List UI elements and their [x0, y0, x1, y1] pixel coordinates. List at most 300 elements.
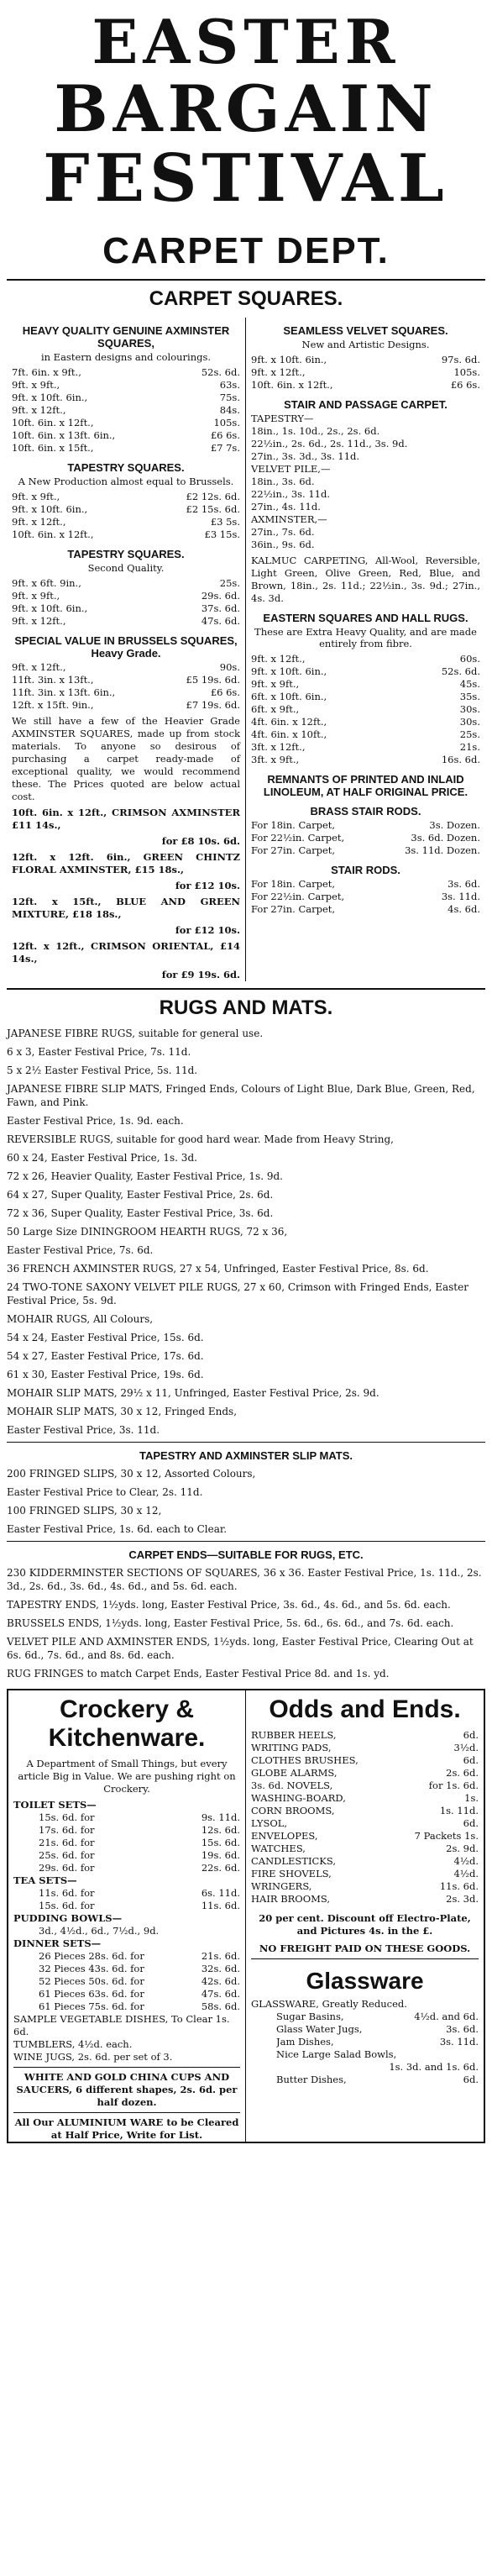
tapestry-list	[12, 491, 240, 541]
tapestry-sub: A New Production almost equal to Brussels.	[18, 476, 234, 487]
item-price: 16s. 6d.	[441, 754, 480, 765]
sample-dishes: SAMPLE VEGETABLE DISHES, To Clear 1s. 6d.	[13, 2013, 230, 2037]
price-row	[251, 665, 480, 678]
price-row	[251, 653, 480, 665]
tumblers: TUMBLERS, 4½d. each.	[13, 2038, 133, 2050]
item-label: 15s. 6d. for	[39, 1900, 95, 1911]
item-label: 4ft. 6in. x 12ft.,	[251, 716, 327, 728]
item-price: 3s. 11d.	[441, 891, 480, 902]
item-price: 32s. 6d.	[201, 1963, 240, 1974]
freight-note: NO FREIGHT PAID ON THESE GOODS.	[259, 1943, 471, 1954]
pudding-prices: 3d., 4½d., 6d., 7½d., 9d.	[39, 1925, 160, 1937]
crockery-heading: Crockery & Kitchenware.	[48, 1695, 206, 1752]
toilet-heading: TOILET SETS—	[13, 1799, 97, 1811]
item-price: 7 Packets 1s.	[414, 1830, 479, 1842]
text-line: TAPESTRY—	[251, 413, 314, 424]
item-label: Sugar Basins,	[276, 2011, 344, 2022]
price-row	[12, 442, 240, 455]
price-row	[251, 1754, 479, 1767]
text-line: 5 x 2½ Easter Festival Price, 5s. 11d.	[7, 1065, 198, 1076]
text-line: 24 TWO-TONE SAXONY VELVET PILE RUGS, 27 x 60, Crimson with Fringed Ends, Easter Festival Price, 5s. 9d.	[7, 1281, 468, 1306]
item-label: HAIR BROOMS,	[251, 1893, 331, 1905]
item-label: 10ft. 6in. x 12ft.,	[12, 417, 94, 428]
price-row	[12, 417, 240, 429]
item-price: 4½d. and 6d.	[414, 2011, 479, 2022]
item-label: 7ft. 6in. x 9ft.,	[12, 366, 81, 378]
price-row	[39, 1988, 240, 2000]
item-label: Jam Dishes,	[276, 2036, 334, 2048]
item-label: 10ft. 6in. x 12ft.,	[251, 379, 333, 391]
price-row	[251, 678, 480, 691]
price-row	[39, 1950, 240, 1963]
tapestry2-list	[12, 577, 240, 628]
brass-list	[251, 819, 480, 857]
item-price: 90s.	[219, 661, 240, 673]
item-price: 52s. 6d.	[441, 665, 480, 677]
item-price: 3s. 6d.	[448, 878, 480, 890]
item-label: 9ft. x 10ft. 6in.,	[251, 665, 327, 677]
item-price: 6d.	[463, 2074, 479, 2085]
item-price: £2 12s. 6d.	[186, 491, 240, 502]
item-label: 9ft. x 9ft.,	[12, 379, 60, 391]
tapestry2-sub: Second Quality.	[87, 562, 165, 574]
toilet-list	[13, 1811, 240, 1874]
price-row	[12, 674, 240, 686]
item-label: ENVELOPES,	[251, 1830, 318, 1842]
tea-list	[13, 1887, 240, 1912]
item-price: 11s. 6d.	[201, 1900, 240, 1911]
seamless-sub: New and Artistic Designs.	[301, 339, 430, 350]
price-row	[251, 903, 480, 916]
item-price: £6 6s.	[450, 379, 480, 391]
item-label: 9ft. x 10ft. 6in.,	[12, 503, 88, 515]
text-line: MOHAIR SLIP MATS, 30 x 12, Fringed Ends,	[7, 1406, 238, 1417]
kalmuc-note: KALMUC CARPETING, All-Wool, Reversible, Light Green, Olive Green, Red, Blue, and Brown, 18in., 2s. 11d.; 22½in., 3s. 9d.; 27in., 4s. 3d.	[251, 555, 480, 604]
item-price: 1s.	[464, 1792, 479, 1804]
item-label: 61 Pieces 63s. 6d. for	[39, 1988, 144, 2000]
item-price: 25s.	[459, 728, 480, 740]
item-price: 1s. 11d.	[439, 1805, 479, 1816]
item-label: 11ft. 3in. x 13ft. 6in.,	[12, 686, 116, 698]
item-price: 15s. 6d.	[201, 1837, 240, 1848]
item-label: WATCHES,	[251, 1843, 306, 1854]
item-label: 9ft. x 10ft. 6in.,	[12, 602, 88, 614]
text-line: BRUSSELS ENDS, 1½yds. long, Easter Festival Price, 5s. 6d., 6s. 6d., and 7s. 6d. each.	[7, 1617, 454, 1629]
item-label: 9ft. x 12ft.,	[12, 615, 66, 627]
text-line: 18in., 3s. 6d.	[251, 476, 315, 487]
special-desc: 12ft. x 12ft. 6in., GREEN CHINTZ FLORAL AXMINSTER, £15 18s.,	[12, 851, 240, 875]
item-price: 47s. 6d.	[201, 1988, 240, 2000]
item-price: 6d.	[463, 1729, 479, 1741]
special-desc: 12ft. x 12ft., CRIMSON ORIENTAL, £14 14s.,	[12, 940, 240, 965]
odds-heading: Odds and Ends.	[269, 1695, 461, 1723]
eastern-list	[251, 653, 480, 766]
item-price: £3 5s.	[210, 516, 240, 528]
odds-column	[246, 1690, 484, 2142]
item-price: 21s.	[459, 741, 480, 753]
price-row	[276, 2061, 479, 2074]
price-row	[12, 661, 240, 674]
item-price: 84s.	[219, 404, 240, 416]
item-price: £6 6s.	[210, 429, 240, 441]
special-price: for £9 19s. 6d.	[161, 969, 240, 980]
text-line: MOHAIR RUGS, All Colours,	[7, 1313, 154, 1325]
price-row	[276, 2023, 479, 2036]
text-line: 54 x 24, Easter Festival Price, 15s. 6d.	[7, 1332, 204, 1343]
divider	[13, 2067, 240, 2068]
text-line: TAPESTRY ENDS, 1½yds. long, Easter Festival Price, 3s. 6d., 4s. 6d., and 5s. 6d. each.	[7, 1599, 451, 1611]
item-label: 9ft. x 12ft.,	[12, 661, 66, 673]
item-price: 3s. 6d. Dozen.	[411, 832, 480, 844]
banner-easter: EASTER	[92, 6, 400, 77]
special-offers	[12, 807, 240, 981]
item-price: 45s.	[459, 678, 480, 690]
rugs-list	[7, 1027, 485, 1437]
price-row	[12, 392, 240, 404]
price-row	[251, 1817, 479, 1830]
item-price: 4½d.	[453, 1868, 479, 1879]
price-row	[251, 844, 480, 857]
item-label: 52 Pieces 50s. 6d. for	[39, 1975, 144, 1987]
item-price: £3 15s.	[204, 528, 240, 540]
item-price: £7 19s. 6d.	[186, 699, 240, 711]
item-label: 9ft. x 6ft. 9in.,	[12, 577, 81, 589]
slips-list	[7, 1467, 485, 1536]
item-price: 97s. 6d.	[441, 354, 480, 365]
price-row	[251, 1792, 479, 1805]
dinner-heading: DINNER SETS—	[13, 1937, 102, 1949]
price-row	[276, 2011, 479, 2023]
brussels-list	[12, 661, 240, 712]
item-label: 61 Pieces 75s. 6d. for	[39, 2000, 144, 2012]
price-row	[39, 1975, 240, 1988]
glass-heading: Glassware	[306, 1968, 424, 1994]
item-price: 19s. 6d.	[201, 1849, 240, 1861]
item-price: 9s. 11d.	[201, 1811, 240, 1823]
special-price: for £12 10s.	[175, 880, 240, 891]
ends-heading: CARPET ENDS—SUITABLE FOR RUGS, ETC.	[128, 1548, 364, 1561]
item-label: CLOTHES BRUSHES,	[251, 1754, 359, 1766]
tea-heading: TEA SETS—	[13, 1874, 77, 1886]
item-label: 9ft. x 10ft. 6in.,	[12, 392, 88, 403]
item-price: 42s. 6d.	[201, 1975, 240, 1987]
text-line: VELVET PILE AND AXMINSTER ENDS, 1½yds. long, Easter Festival Price, Clearing Out at 6s. 6d., 7s. 6d., and 8s. 6d. each.	[7, 1636, 474, 1661]
item-label: 6ft. x 9ft.,	[251, 703, 300, 715]
item-label: LYSOL,	[251, 1817, 288, 1829]
item-price: 6d.	[463, 1754, 479, 1766]
item-price: 11s. 6d.	[439, 1880, 479, 1892]
advertisement-page	[7, 6, 485, 2143]
glass-list	[251, 2011, 479, 2086]
text-line: 72 x 36, Super Quality, Easter Festival Price, 3s. 6d.	[7, 1207, 274, 1219]
item-price: £5 19s. 6d.	[186, 674, 240, 686]
item-price: 30s.	[459, 703, 480, 715]
pudding-heading: PUDDING BOWLS—	[13, 1912, 123, 1924]
stair-heading: STAIR AND PASSAGE CARPET.	[284, 398, 448, 411]
price-row	[276, 2048, 479, 2061]
price-row	[251, 691, 480, 703]
item-label: 29s. 6d. for	[39, 1862, 95, 1874]
item-label: 4ft. 6in. x 10ft.,	[251, 728, 327, 740]
price-row	[12, 366, 240, 379]
carpet-squares-heading: CARPET SQUARES.	[149, 287, 343, 310]
item-label: 15s. 6d. for	[39, 1811, 95, 1823]
text-line: 27in., 7s. 6d.	[251, 526, 315, 538]
divider	[13, 2112, 240, 2113]
carpet-right-column	[246, 318, 485, 981]
item-label: 10ft. 6in. x 12ft.,	[12, 528, 94, 540]
text-line: 27in., 4s. 11d.	[251, 501, 321, 513]
item-price: 4s. 6d.	[448, 903, 480, 915]
item-label: WASHING-BOARD,	[251, 1792, 346, 1804]
item-price: 2s. 3d.	[446, 1893, 479, 1905]
item-price: 105s.	[213, 417, 240, 428]
price-row	[12, 699, 240, 712]
ends-list	[7, 1566, 485, 1680]
text-line: 22½in., 3s. 11d.	[251, 488, 331, 500]
text-line: 61 x 30, Easter Festival Price, 19s. 6d.	[7, 1369, 204, 1380]
item-label: WRINGERS,	[251, 1880, 312, 1892]
item-price: 47s. 6d.	[201, 615, 240, 627]
price-row	[12, 590, 240, 602]
price-row	[251, 728, 480, 741]
text-line: 22½in., 2s. 6d., 2s. 11d., 3s. 9d.	[251, 438, 408, 449]
item-label: 9ft. x 12ft.,	[251, 366, 306, 378]
price-row	[39, 1811, 240, 1824]
axminster-heading: HEAVY QUALITY GENUINE AXMINSTER SQUARES,	[22, 324, 230, 350]
text-line: 200 FRINGED SLIPS, 30 x 12, Assorted Colours,	[7, 1468, 256, 1480]
item-label: For 18in. Carpet,	[251, 819, 336, 831]
item-price	[475, 2048, 479, 2061]
text-line: 50 Large Size DININGROOM HEARTH RUGS, 72 x 36,	[7, 1226, 288, 1238]
item-price: 2s. 9d.	[446, 1843, 479, 1854]
price-row	[12, 379, 240, 392]
tapestry-heading: TAPESTRY SQUARES.	[67, 461, 185, 474]
brussels-note: We still have a few of the Heavier Grade AXMINSTER SQUARES, made up from stock materials. To anyone so desirous of purchasing a carpet ready-made of exceptional quality, we would recommend these. The Prices quoted are below actual cost.	[12, 715, 240, 802]
item-price: £6 6s.	[210, 686, 240, 698]
item-label: For 27in. Carpet,	[251, 903, 336, 915]
item-label: 6ft. x 10ft. 6in.,	[251, 691, 327, 702]
item-label: For 22½in. Carpet,	[251, 891, 345, 902]
slips-heading: TAPESTRY AND AXMINSTER SLIP MATS.	[139, 1449, 353, 1462]
item-price: 35s.	[459, 691, 480, 702]
price-row	[251, 1855, 479, 1868]
item-label: RUBBER HEELS,	[251, 1729, 337, 1741]
odds-list	[251, 1729, 479, 1906]
price-row	[39, 1862, 240, 1874]
item-price: 63s.	[219, 379, 240, 391]
item-label: WRITING PADS,	[251, 1742, 332, 1753]
rugs-heading: RUGS AND MATS.	[159, 996, 333, 1019]
item-price: 25s.	[219, 577, 240, 589]
carpet-dept-heading: CARPET DEPT.	[102, 230, 390, 271]
seamless-list	[251, 354, 480, 392]
item-price: 3½d.	[453, 1742, 479, 1753]
text-line: Easter Festival Price, 3s. 11d.	[7, 1424, 160, 1436]
text-line: RUG FRINGES to match Carpet Ends, Easter Festival Price 8d. and 1s. yd.	[7, 1668, 390, 1680]
text-line: Easter Festival Price, 7s. 6d.	[7, 1244, 154, 1256]
price-row	[251, 1805, 479, 1817]
special-price: for £12 10s.	[175, 924, 240, 936]
item-label: 25s. 6d. for	[39, 1849, 95, 1861]
item-label: 9ft. x 9ft.,	[251, 678, 300, 690]
eastern-sub: These are Extra Heavy Quality, and are made entirely from fibre.	[254, 626, 477, 649]
item-label: For 18in. Carpet,	[251, 878, 336, 890]
axminster-sub: in Eastern designs and colourings.	[40, 351, 212, 363]
price-row	[251, 379, 480, 392]
item-label: 32 Pieces 43s. 6d. for	[39, 1963, 144, 1974]
brussels-heading: SPECIAL VALUE IN BRUSSELS SQUARES, Heavy Grade.	[14, 634, 238, 660]
price-row	[251, 741, 480, 754]
eastern-heading: EASTERN SQUARES AND HALL RUGS.	[263, 612, 468, 624]
carpet-left-column	[7, 318, 246, 981]
crockery-intro: A Department of Small Things, but every article Big in Value. We are pushing right on Crockery.	[18, 1758, 236, 1795]
item-label: Glass Water Jugs,	[276, 2023, 363, 2035]
crockery-column	[8, 1690, 246, 2142]
special-desc: 10ft. 6in. x 12ft., CRIMSON AXMINSTER £11 14s.,	[12, 807, 240, 831]
item-label: GLOBE ALARMS,	[251, 1767, 338, 1779]
item-label: 3ft. x 12ft.,	[251, 741, 306, 753]
banner-festival: FESTIVAL	[43, 140, 449, 217]
price-row	[276, 2074, 479, 2086]
price-row	[39, 1887, 240, 1900]
rods-list	[251, 878, 480, 916]
item-price: 29s. 6d.	[201, 590, 240, 602]
price-row	[12, 602, 240, 615]
price-row	[39, 1824, 240, 1837]
text-line: 64 x 27, Super Quality, Easter Festival Price, 2s. 6d.	[7, 1189, 274, 1201]
price-row	[39, 1849, 240, 1862]
text-line: Easter Festival Price, 1s. 9d. each.	[7, 1115, 184, 1127]
text-line: REVERSIBLE RUGS, suitable for good hard wear. Made from Heavy String,	[7, 1133, 394, 1145]
price-row	[12, 577, 240, 590]
item-price: 12s. 6d.	[201, 1824, 240, 1836]
item-label: 9ft. x 9ft.,	[12, 590, 60, 602]
item-label: For 27in. Carpet,	[251, 844, 336, 856]
special-price: for £8 10s. 6d.	[161, 835, 240, 847]
price-row	[251, 1880, 479, 1893]
price-row	[12, 429, 240, 442]
banner-bargain: BARGAIN	[54, 71, 438, 146]
price-row	[251, 832, 480, 844]
item-price: 37s. 6d.	[201, 602, 240, 614]
price-row	[251, 891, 480, 903]
price-row	[251, 819, 480, 832]
item-label: 10ft. 6in. x 15ft.,	[12, 442, 94, 454]
divider	[7, 1442, 485, 1443]
price-row	[12, 686, 240, 699]
item-price: 3s. 6d.	[446, 2023, 479, 2035]
price-row	[12, 615, 240, 628]
price-row	[251, 1843, 479, 1855]
price-row	[251, 366, 480, 379]
price-row	[251, 878, 480, 891]
price-row	[251, 354, 480, 366]
text-line: JAPANESE FIBRE RUGS, suitable for general use.	[7, 1028, 264, 1039]
text-line: Easter Festival Price to Clear, 2s. 11d.	[7, 1486, 203, 1498]
price-row	[251, 1893, 479, 1906]
special-desc: 12ft. x 15ft., BLUE AND GREEN MIXTURE, £18 18s.,	[12, 896, 240, 920]
item-label: CANDLESTICKS,	[251, 1855, 337, 1867]
price-row	[12, 404, 240, 417]
text-line: 36 FRENCH AXMINSTER RUGS, 27 x 54, Unfringed, Easter Festival Price, 8s. 6d.	[7, 1263, 429, 1275]
seamless-heading: SEAMLESS VELVET SQUARES.	[283, 324, 448, 337]
bottom-columns	[7, 1689, 485, 2143]
item-price: 21s. 6d.	[201, 1950, 240, 1962]
price-row	[251, 1780, 479, 1792]
item-label: 9ft. x 10ft. 6in.,	[251, 354, 327, 365]
item-price: £2 15s. 6d.	[186, 503, 240, 515]
item-label: 9ft. x 12ft.,	[12, 516, 66, 528]
aluminium-note: All Our ALUMINIUM WARE to be Cleared at Half Price, Write for List.	[14, 2116, 239, 2141]
china-cups: WHITE AND GOLD CHINA CUPS AND SAUCERS, 6 different shapes, 2s. 6d. per half dozen.	[16, 2071, 238, 2108]
text-line: 72 x 26, Heavier Quality, Easter Festival Price, 1s. 9d.	[7, 1170, 283, 1182]
text-line: JAPANESE FIBRE SLIP MATS, Fringed Ends, Colours of Light Blue, Dark Blue, Green, Red, Fawn, and Pink.	[7, 1083, 475, 1108]
text-line: 27in., 3s. 3d., 3s. 11d.	[251, 450, 360, 462]
item-label: 9ft. x 12ft.,	[12, 404, 66, 416]
item-label: 3s. 6d. NOVELS,	[251, 1780, 333, 1791]
text-line: 18in., 1s. 10d., 2s., 2s. 6d.	[251, 425, 380, 437]
divider	[7, 279, 485, 281]
price-row	[12, 516, 240, 528]
discount-note: 20 per cent. Discount off Electro-Plate, and Pictures 4s. in the £.	[259, 1912, 471, 1937]
item-price: 30s.	[459, 716, 480, 728]
price-row	[12, 503, 240, 516]
price-row	[276, 2036, 479, 2048]
text-line: 36in., 9s. 6d.	[251, 539, 315, 550]
text-line: 54 x 27, Easter Festival Price, 17s. 6d.	[7, 1350, 204, 1362]
item-price: 3s. 11d.	[439, 2036, 479, 2048]
item-price: 6d.	[463, 1817, 479, 1829]
item-label: CORN BROOMS,	[251, 1805, 335, 1816]
item-label: 10ft. 6in. x 13ft. 6in.,	[12, 429, 116, 441]
text-line: Easter Festival Price, 1s. 6d. each to Clear.	[7, 1523, 228, 1535]
stair-list	[251, 413, 480, 551]
price-row	[251, 754, 480, 766]
item-price: 105s.	[453, 366, 480, 378]
price-row	[12, 528, 240, 541]
price-row	[39, 2000, 240, 2013]
axminster-list	[12, 366, 240, 455]
item-label: 12ft. x 15ft. 9in.,	[12, 699, 94, 711]
item-price: for 1s. 6d.	[428, 1780, 479, 1791]
item-price: 3s. Dozen.	[429, 819, 480, 831]
item-label: FIRE SHOVELS,	[251, 1868, 332, 1879]
price-row	[39, 1837, 240, 1849]
item-label: 21s. 6d. for	[39, 1837, 95, 1848]
item-label: 9ft. x 9ft.,	[12, 491, 60, 502]
text-line: AXMINSTER,—	[251, 513, 327, 525]
item-price: 58s. 6d.	[201, 2000, 240, 2012]
text-line: MOHAIR SLIP MATS, 29½ x 11, Unfringed, Easter Festival Price, 2s. 9d.	[7, 1387, 379, 1399]
price-row	[251, 1868, 479, 1880]
glass-intro: GLASSWARE, Greatly Reduced.	[251, 1998, 407, 2010]
price-row	[12, 491, 240, 503]
text-line: 230 KIDDERMINSTER SECTIONS OF SQUARES, 36 x 36. Easter Festival Price, 1s. 11d., 2s. 3d., 2s. 6d., 3s. 6d., 4s. 6d., and 5s. 6d. each.	[7, 1567, 482, 1592]
text-line: VELVET PILE,—	[251, 463, 331, 475]
rods-heading: STAIR RODS.	[331, 864, 400, 876]
price-row	[251, 716, 480, 728]
price-row	[251, 1729, 479, 1742]
dinner-list	[13, 1950, 240, 2013]
divider	[7, 988, 485, 990]
item-label: For 22½in. Carpet,	[251, 832, 345, 844]
item-price: 52s. 6d.	[201, 366, 240, 378]
item-label: 3ft. x 9ft.,	[251, 754, 300, 765]
price-row	[251, 703, 480, 716]
item-label: 11ft. 3in. x 13ft.,	[12, 674, 94, 686]
item-price: 75s.	[219, 392, 240, 403]
